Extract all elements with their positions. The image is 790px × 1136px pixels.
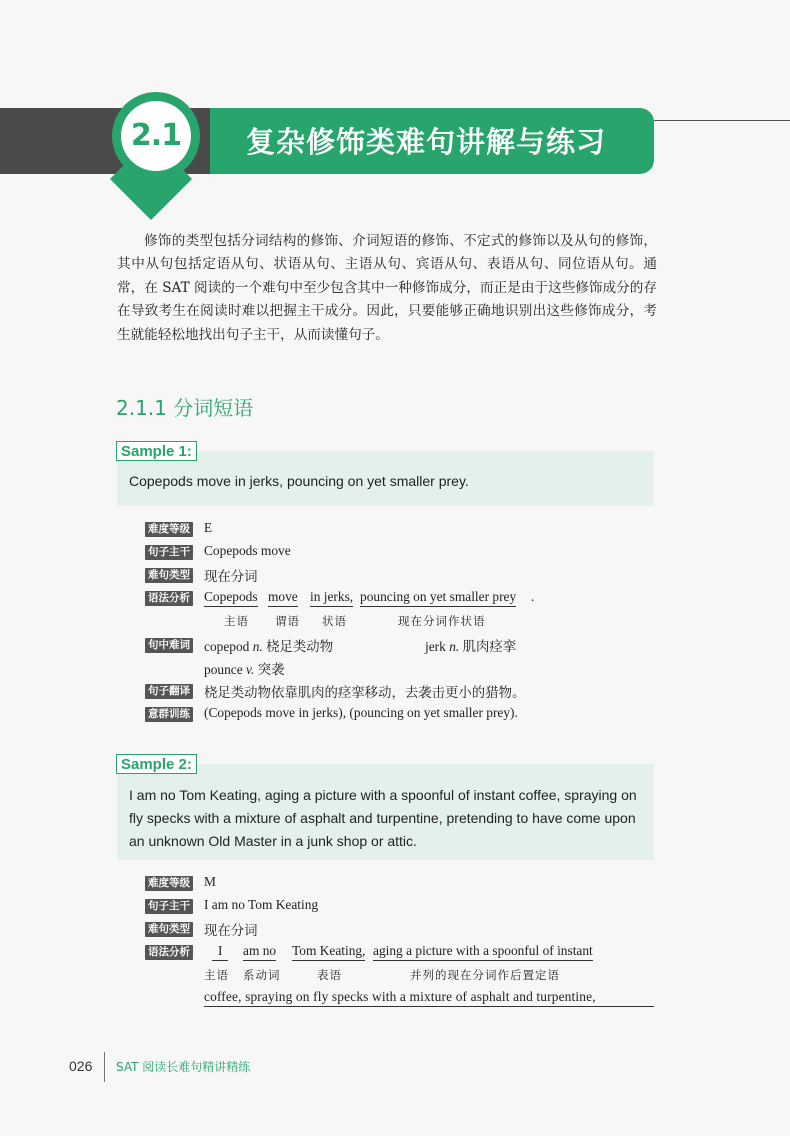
grammar2-line2: coffee, spraying on fly specks with a mixture of asphalt and turpentine, <box>204 989 654 1007</box>
vocab-pos: n. <box>449 639 460 654</box>
sample1-difficulty: E <box>204 520 213 535</box>
grammar-seg-verb: move <box>268 589 298 607</box>
sample1-type: 现在分词 <box>204 569 258 584</box>
sample1-sentence: Copepods move in jerks, pouncing on yet smaller prey. <box>129 473 469 489</box>
sample1-box <box>117 451 654 506</box>
header-rule <box>654 120 790 121</box>
tag-chunking: 意群训练 <box>145 707 193 722</box>
sample2-difficulty: M <box>204 874 216 889</box>
vocab-pounce <box>204 659 284 678</box>
tag-main: 句子主干 <box>145 545 193 560</box>
grammar2-seg-subject: I <box>212 943 228 961</box>
vocab-pos: v. <box>246 662 255 677</box>
grammar2-seg-predicative: Tom Keating, <box>292 943 365 961</box>
book-title: SAT 阅读长难句精讲精练 <box>116 1060 251 1074</box>
vocab-word: copepod <box>204 639 250 654</box>
tag-vocab: 句中难词 <box>145 638 193 653</box>
role2-linking: 系动词 <box>243 968 281 982</box>
sample2-label: Sample 2: <box>116 754 197 774</box>
role2-participle: 并列的现在分词作后置定语 <box>410 968 560 982</box>
vocab-word: jerk <box>425 639 446 654</box>
section-number: 2.1 <box>130 118 182 153</box>
role-predicate: 谓语 <box>275 614 300 628</box>
sample1-chunking: (Copepods move in jerks), (pouncing on yet smaller prey). <box>204 705 518 720</box>
sample2-type: 现在分词 <box>204 923 258 938</box>
vocab-pos: n. <box>252 639 263 654</box>
vocab-jerk <box>425 636 516 655</box>
grammar-seg-participle: pouncing on yet smaller prey <box>360 589 516 607</box>
vocab-copepod <box>204 636 333 655</box>
tag-difficulty: 难度等级 <box>145 876 193 891</box>
intro-paragraph: 修饰的类型包括分词结构的修饰、介词短语的修饰、不定式的修饰以及从句的修饰，其中从句包括定语从句、状语从句、主语从句、宾语从句、表语从句、同位语从句。通常，在 SAT 阅读的一个难句中至少包含其中一种修饰成分，而正是由于这些修饰成分的存在导致考生在阅读时难以把握主干成分。因此，只要能够正确地识别出这些修饰成分，考生就能轻松地找出句子主干，从而读懂句子。 <box>117 233 657 343</box>
sample2-sentence: I am no Tom Keating, aging a picture with a spoonful of instant coffee, spraying on fly specks with a mixture of asphalt and turpentine, pretending to have come upon an unknown Old Master in a junk shop or attic. <box>129 787 637 849</box>
grammar-seg-subject: Copepods <box>204 589 258 607</box>
sample2-box <box>117 764 654 860</box>
sample1-main: Copepods move <box>204 543 291 558</box>
tag-type: 难句类型 <box>145 568 193 583</box>
chapter-title: 复杂修饰类难句讲解与练习 <box>246 125 607 159</box>
section-heading: 2.1.1 分词短语 <box>116 396 254 420</box>
sample2-main: I am no Tom Keating <box>204 897 319 912</box>
tag-translation: 句子翻译 <box>145 684 193 699</box>
tag-grammar: 语法分析 <box>145 591 193 606</box>
vocab-def: 突袭 <box>257 662 285 677</box>
footer-divider <box>104 1052 105 1082</box>
sample1-label: Sample 1: <box>116 441 197 461</box>
vocab-def: 肌肉痉挛 <box>462 639 517 654</box>
tag-grammar: 语法分析 <box>145 945 193 960</box>
tag-main: 句子主干 <box>145 899 193 914</box>
vocab-word: pounce <box>204 662 243 677</box>
sample1-translation: 桡足类动物依靠肌肉的痉挛移动，去袭击更小的猎物。 <box>204 685 526 700</box>
vocab-def: 桡足类动物 <box>266 639 334 654</box>
grammar2-seg-linking: am no <box>243 943 276 961</box>
page-number: 026 <box>69 1058 93 1074</box>
role-subject: 主语 <box>224 614 249 628</box>
role2-subject: 主语 <box>204 968 229 982</box>
role2-predicative: 表语 <box>317 968 342 982</box>
grammar2-seg-participle: aging a picture with a spoonful of instant <box>373 943 593 961</box>
grammar-period: . <box>531 589 535 604</box>
role-participle: 现在分词作状语 <box>398 614 486 628</box>
grammar-seg-adverbial: in jerks, <box>310 589 353 607</box>
tag-difficulty: 难度等级 <box>145 522 193 537</box>
role-adverbial: 状语 <box>322 614 347 628</box>
tag-type: 难句类型 <box>145 922 193 937</box>
